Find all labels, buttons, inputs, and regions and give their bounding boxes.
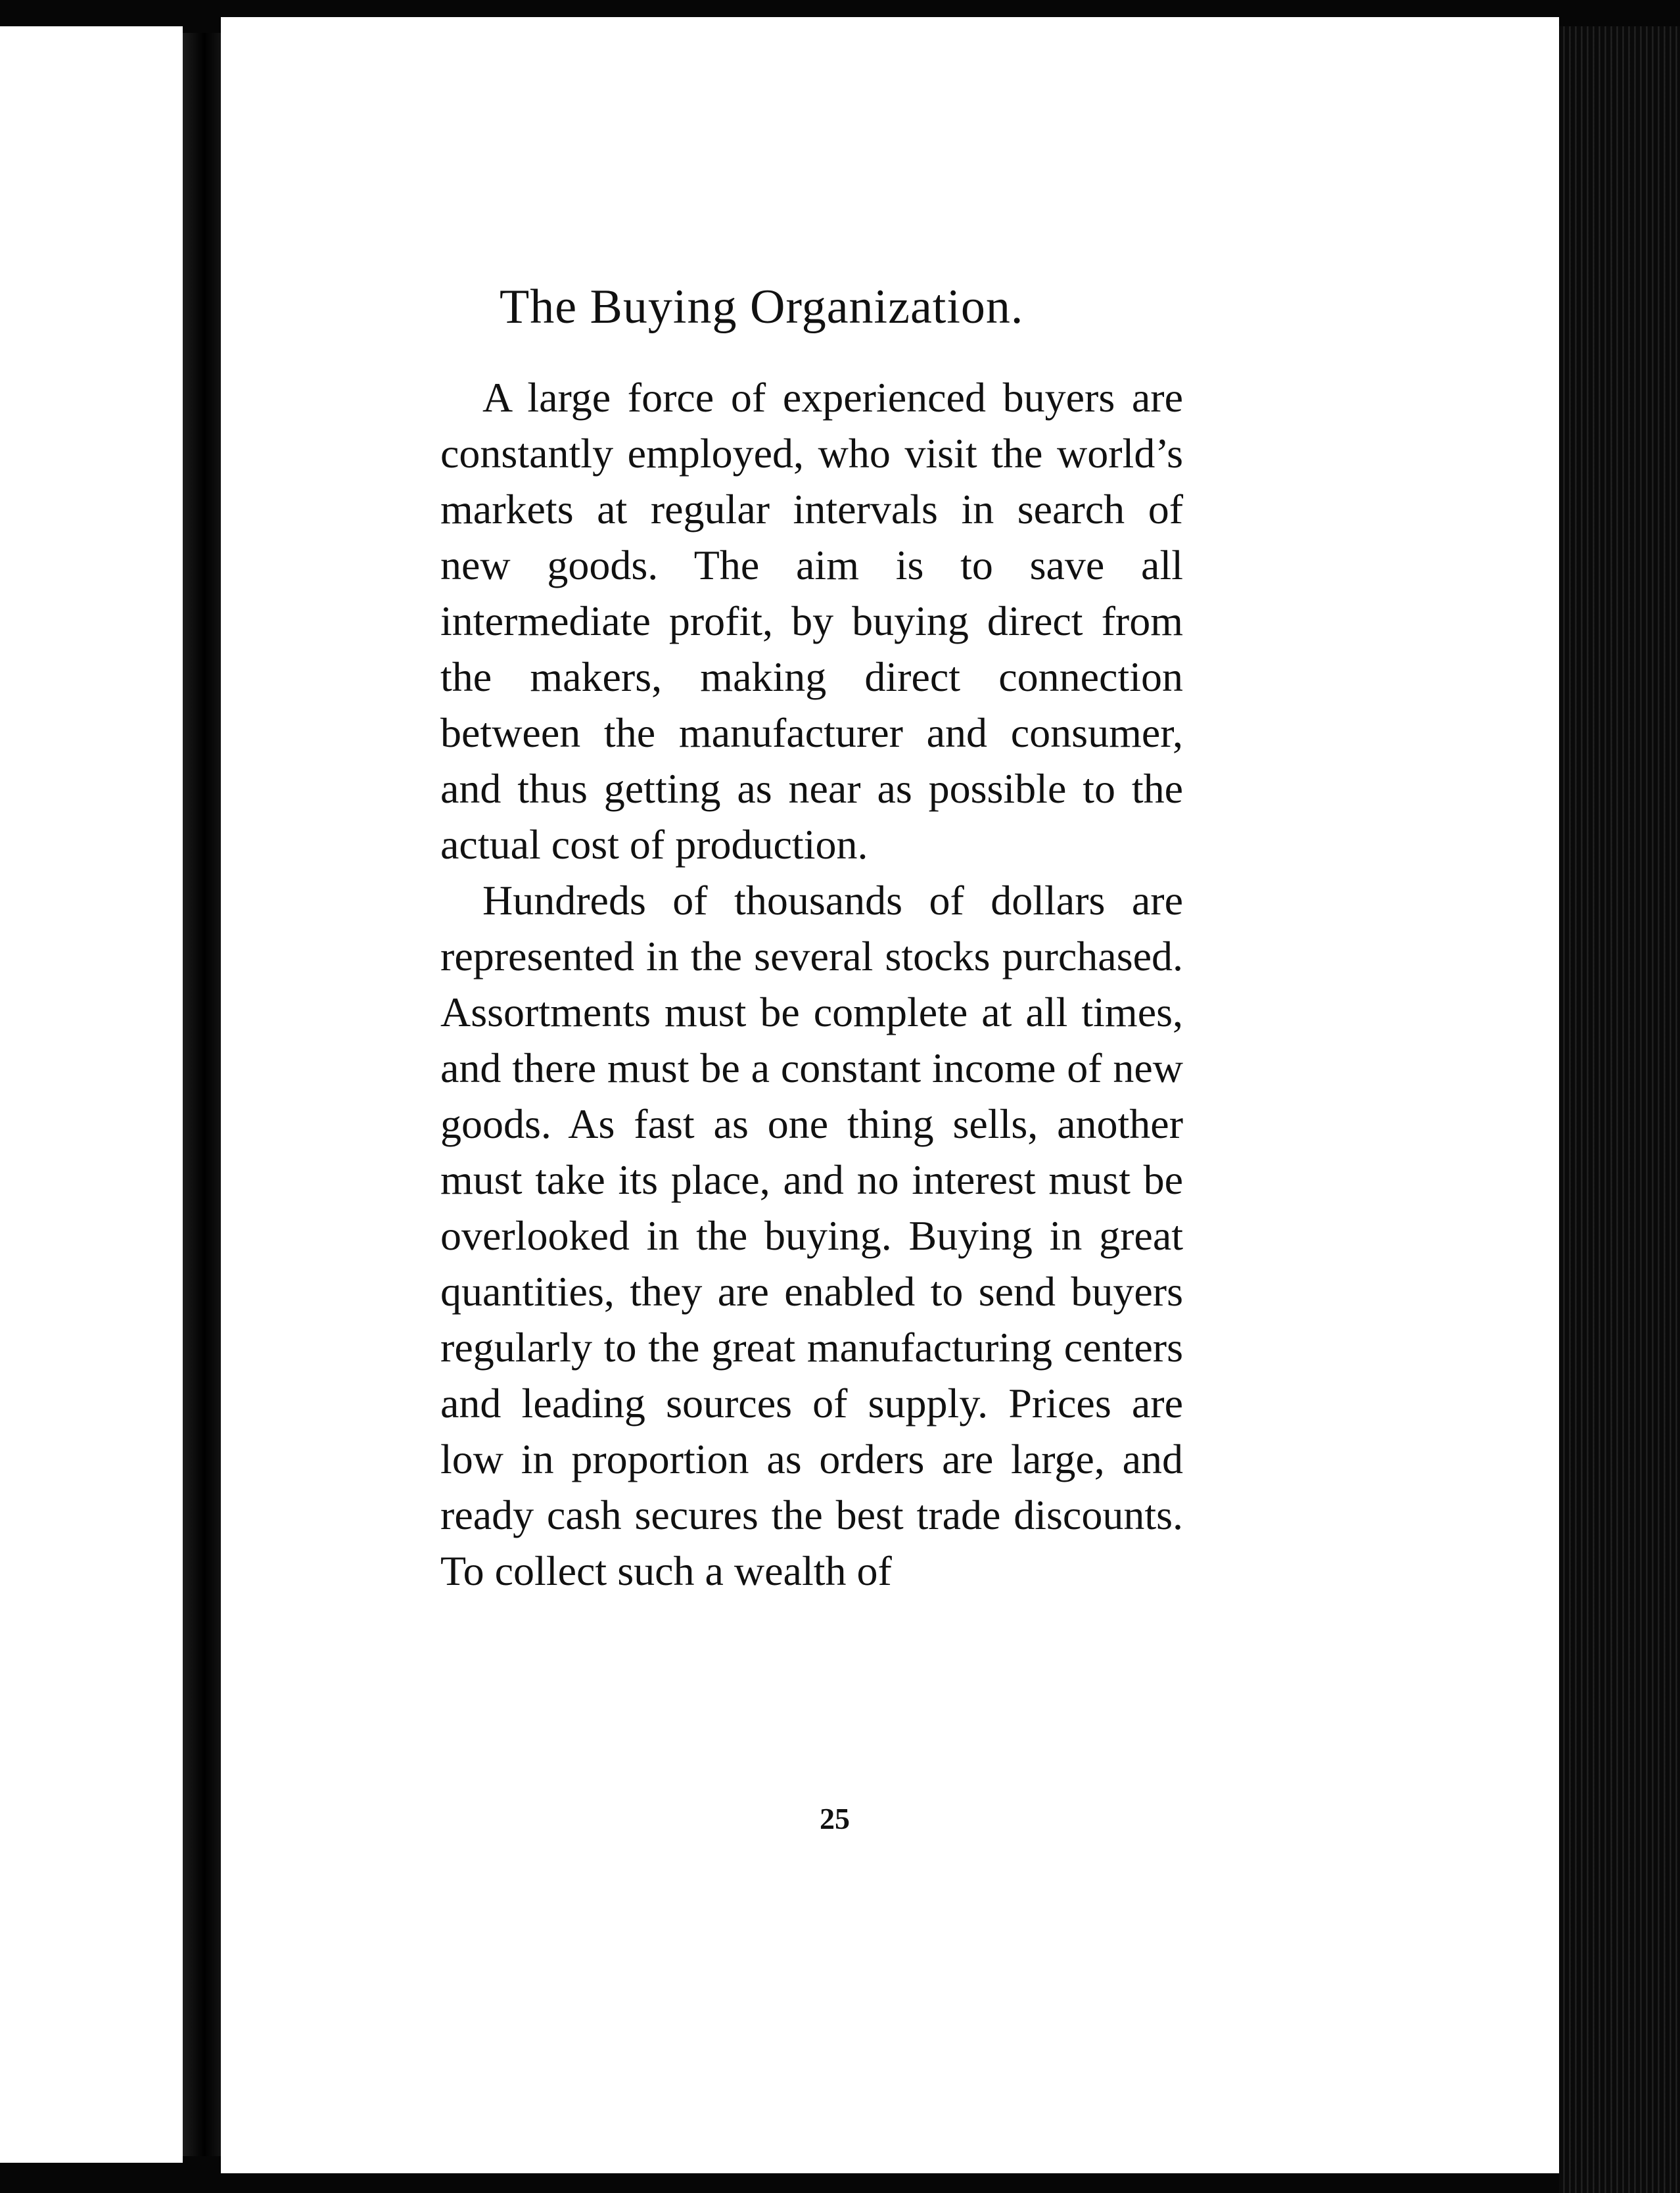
page-number: 25 — [820, 1802, 850, 1835]
page-edges — [1559, 26, 1680, 2193]
page-heading: The Buying Organization. — [500, 280, 1024, 334]
page-text-block — [440, 280, 1183, 1599]
book-gutter — [183, 33, 222, 2156]
paragraph-1: A large force of experienced buyers are constantly employed, who visit the world’s markets at regular intervals in search of new goods. The aim is to save all intermediate profit, by buying direct from the makers, making direct connection between the manufacturer and consumer, and thus getting as near as possible to the actual cost of production. — [440, 374, 1183, 868]
paragraph-2: Hundreds of thousands of dollars are represented in the several stocks purchased. Assortments must be complete at all times, and there must be a constant income of new goods. As fast as one thing sells, another must take its place, and no interest must be overlooked in the buying. Buying in great quantities, they are enabled to send buyers regularly to the great manufacturing centers and leading sources of supply. Prices are low in proportion as orders are large, and ready cash secures the best trade discounts. To collect such a wealth of — [440, 877, 1183, 1594]
left-page-fragment — [0, 26, 183, 2163]
